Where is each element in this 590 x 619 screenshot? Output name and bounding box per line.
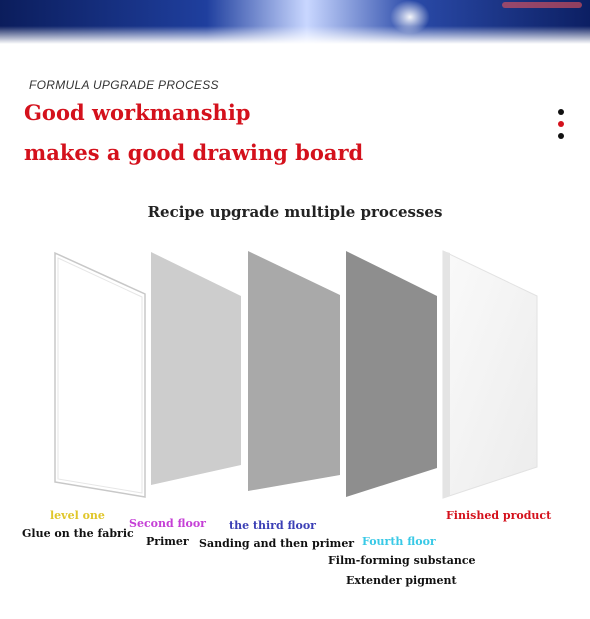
headline-line-1: Good workmanship bbox=[24, 100, 251, 125]
layer-2-desc: Primer bbox=[146, 535, 189, 548]
panel-second-floor bbox=[151, 252, 241, 485]
panel-finished-edge bbox=[443, 251, 450, 498]
layer-3-title: the third floor bbox=[229, 519, 316, 532]
layer-1-desc: Glue on the fabric bbox=[22, 527, 134, 540]
layer-3-desc: Sanding and then primer bbox=[199, 537, 355, 550]
diagram-subtitle: Recipe upgrade multiple processes bbox=[147, 203, 443, 221]
panel-fourth-floor bbox=[346, 251, 437, 497]
layer-4-desc-2: Extender pigment bbox=[346, 574, 457, 587]
layer-1-title: level one bbox=[50, 509, 105, 522]
section-kicker: FORMULA UPGRADE PROCESS bbox=[29, 78, 219, 92]
panel-third-floor bbox=[248, 251, 340, 491]
headline-line-2: makes a good drawing board bbox=[24, 140, 364, 165]
layer-4-desc-1: Film-forming substance bbox=[328, 554, 476, 567]
panel-level-one bbox=[55, 253, 145, 497]
layer-2-title: Second floor bbox=[129, 517, 206, 530]
panel-finished-product bbox=[443, 251, 537, 498]
layer-4-title: Fourth floor bbox=[362, 535, 436, 548]
layer-5-title: Finished product bbox=[446, 509, 552, 522]
